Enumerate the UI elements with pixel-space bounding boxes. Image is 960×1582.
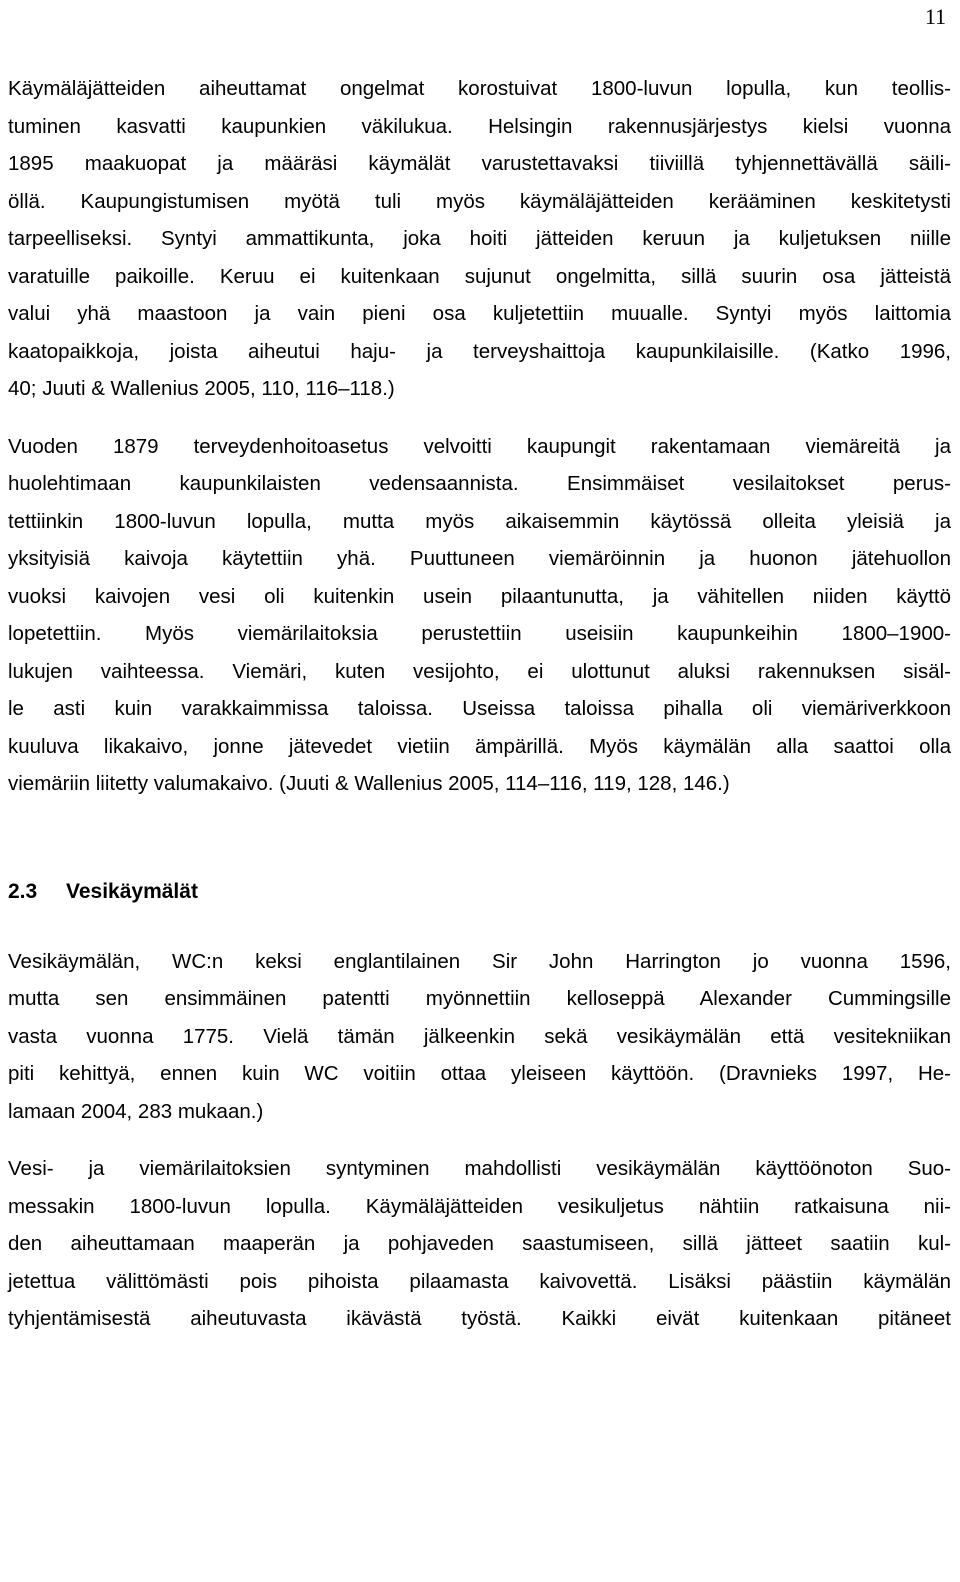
paragraph-line: valui yhä maastoon ja vain pieni osa kuljetettiin muualle. Syntyi myös laittomia (8, 302, 951, 325)
paragraph-line: den aiheuttamaan maaperän ja pohjaveden saastumiseen, sillä jätteet saatiin kul- (8, 1232, 951, 1255)
paragraph-line: Käymäläjätteiden aiheuttamat ongelmat korostuivat 1800-luvun lopulla, kun teollis- (8, 77, 951, 100)
paragraph-line: lamaan 2004, 283 mukaan.) (8, 1099, 264, 1123)
paragraph-line: Vuoden 1879 terveydenhoitoasetus velvoitti kaupungit rakentamaan viemäreitä ja (8, 434, 951, 458)
paragraph-line: mutta sen ensimmäinen patentti myönnettiin kelloseppä Alexander Cummingsille (8, 987, 951, 1010)
paragraph-line: messakin 1800-luvun lopulla. Käymäläjätteiden vesikuljetus nähtiin ratkaisuna nii- (8, 1194, 951, 1218)
paragraph-line: tettiinkin 1800-luvun lopulla, mutta myös aikaisemmin käytössä olleita yleisiä ja (8, 509, 951, 533)
section-heading (8, 873, 951, 907)
paragraph-line: lukujen vaihteessa. Viemäri, kuten vesijohto, ei ulottunut aluksi rakennuksen sisäl- (8, 659, 951, 683)
paragraph-2 (8, 428, 951, 803)
paragraph-line: kuuluva likakaivo, jonne jätevedet vietiin ämpärillä. Myös käymälän alla saattoi olla (8, 734, 951, 758)
paragraph-4 (8, 1150, 951, 1338)
paragraph-line: yksityisiä kaivoja käytettiin yhä. Puuttuneen viemäröinnin ja huonon jätehuollon (8, 547, 951, 570)
paragraph-line: jetettua välittömästi pois pihoista pilaamasta kaivovettä. Lisäksi päästiin käymälän (8, 1269, 951, 1293)
paragraph-line: huolehtimaan kaupunkilaisten vedensaannista. Ensimmäiset vesilaitokset perus- (8, 472, 951, 495)
paragraph-line: piti kehittyä, ennen kuin WC voitiin ottaa yleiseen käyttöön. (Dravnieks 1997, He- (8, 1062, 951, 1085)
paragraph-line: kaatopaikkoja, joista aiheutui haju- ja terveyshaittoja kaupunkilaisille. (Katko 1996, (8, 339, 951, 363)
paragraph-line: varatuille paikoille. Keruu ei kuitenkaan sujunut ongelmitta, sillä suurin osa jätteistä (8, 264, 951, 288)
paragraph-line: öllä. Kaupungistumisen myötä tuli myös käymäläjätteiden kerääminen keskitetysti (8, 189, 951, 213)
paragraph-3 (8, 943, 951, 1131)
paragraph-line: tuminen kasvatti kaupunkien väkilukua. Helsingin rakennusjärjestys kielsi vuonna (8, 114, 951, 138)
paragraph-1 (8, 70, 951, 408)
paragraph-line: tarpeelliseksi. Syntyi ammattikunta, joka hoiti jätteiden keruun ja kuljetuksen niille (8, 227, 951, 250)
paragraph-line: 1895 maakuopat ja määräsi käymälät varustettavaksi tiiviillä tyhjennettävällä säili- (8, 152, 951, 175)
section-number: 2.3 (8, 879, 38, 903)
paragraph-line: 40; Juuti & Wallenius 2005, 110, 116–118.) (8, 377, 395, 400)
document-body (8, 70, 951, 1338)
paragraph-line: viemäriin liitetty valumakaivo. (Juuti & Wallenius 2005, 114–116, 119, 128, 146.) (8, 772, 730, 795)
paragraph-line: vasta vuonna 1775. Vielä tämän jälkeenkin sekä vesikäymälän että vesitekniikan (8, 1024, 951, 1048)
paragraph-line: le asti kuin varakkaimmissa taloissa. Useissa taloissa pihalla oli viemäriverkkoon (8, 697, 951, 720)
section-title: Vesikäymälät (66, 879, 198, 903)
paragraph-line: Vesikäymälän, WC:n keksi englantilainen Sir John Harrington jo vuonna 1596, (8, 949, 951, 973)
paragraph-line: lopetettiin. Myös viemärilaitoksia perustettiin useisiin kaupunkeihin 1800–1900- (8, 622, 951, 645)
page-number: 11 (924, 4, 946, 29)
paragraph-line: tyhjentämisestä aiheutuvasta ikävästä työstä. Kaikki eivät kuitenkaan pitäneet (8, 1307, 951, 1330)
paragraph-line: Vesi- ja viemärilaitoksien syntyminen mahdollisti vesikäymälän käyttöönoton Suo- (8, 1157, 951, 1180)
paragraph-line: vuoksi kaivojen vesi oli kuitenkin usein pilaantunutta, ja vähitellen niiden käyttö (8, 584, 951, 608)
